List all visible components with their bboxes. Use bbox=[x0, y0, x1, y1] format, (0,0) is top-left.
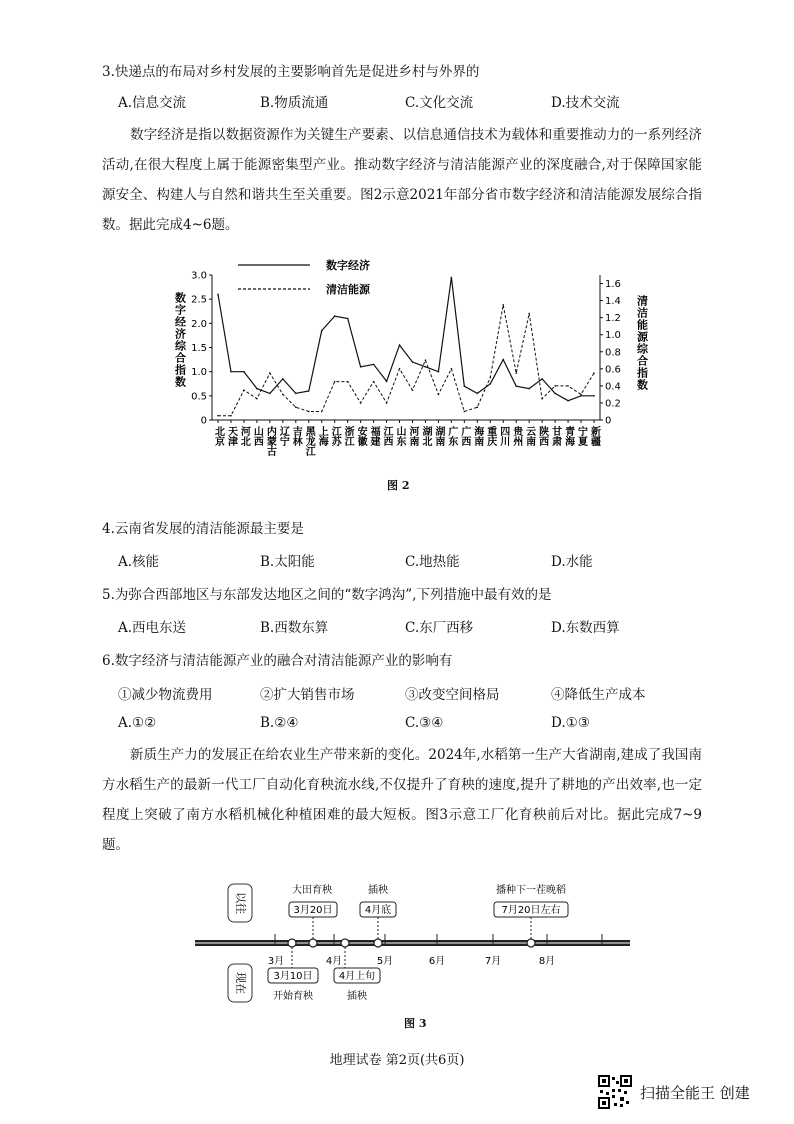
q6-item-4: ④降低生产成本 bbox=[551, 687, 646, 703]
x-category-label: 内蒙古 bbox=[264, 426, 276, 456]
now-event-1-title: 开始育秧 bbox=[273, 991, 313, 1002]
series-1-point bbox=[217, 294, 219, 296]
series-1-point bbox=[230, 371, 232, 373]
past-event-2-title: 插秧 bbox=[368, 885, 388, 896]
series-2-point bbox=[256, 398, 258, 400]
y-left-axis-label: 数字经济综合指数 bbox=[173, 292, 187, 388]
y-right-tick-label: 1.2 bbox=[605, 313, 621, 325]
month-label-4: 4月 bbox=[325, 956, 343, 967]
y-left-tick-label: 2.5 bbox=[191, 294, 207, 306]
series-line-1 bbox=[218, 277, 594, 400]
q4-stem: 4.云南省发展的清洁能源最主要是 bbox=[102, 521, 304, 537]
x-category-label: 陕西 bbox=[536, 426, 548, 446]
figure-2-chart bbox=[160, 250, 650, 460]
x-category-label: 新疆 bbox=[588, 426, 600, 446]
x-category-label: 河南 bbox=[406, 426, 418, 446]
past-event-3-title: 播种下一茬晚稻 bbox=[496, 885, 566, 896]
x-category-label: 北京 bbox=[212, 426, 224, 446]
now-event-2-title: 插秧 bbox=[347, 991, 367, 1002]
series-1-point bbox=[295, 393, 297, 395]
q3-option-d: D.技术交流 bbox=[551, 95, 620, 111]
y-left-tick-label: 3.0 bbox=[191, 270, 207, 282]
series-2-point bbox=[269, 372, 271, 374]
series-1-point bbox=[593, 395, 595, 397]
past-marker-1 bbox=[309, 939, 317, 947]
q6-option-a: A.①② bbox=[118, 715, 157, 731]
series-2-point bbox=[489, 377, 491, 379]
series-1-point bbox=[399, 344, 401, 346]
page-footer: 地理试卷 第2页(共6页) bbox=[329, 1053, 465, 1068]
past-event-1-title: 大田育秧 bbox=[292, 885, 332, 896]
y-right-tick-label: 0 bbox=[605, 415, 612, 427]
x-category-label: 宁夏 bbox=[575, 426, 587, 446]
y-left-tick-label: 2.0 bbox=[191, 318, 207, 330]
series-2-point bbox=[386, 402, 388, 404]
x-category-label: 四川 bbox=[497, 426, 509, 446]
x-category-label: 湖北 bbox=[419, 426, 431, 446]
series-2-point bbox=[308, 411, 310, 413]
y-right-tick-label: 0.2 bbox=[605, 398, 621, 410]
month-label-8: 8月 bbox=[538, 956, 556, 967]
month-label-6: 6月 bbox=[428, 956, 446, 967]
figure-2-caption: 图 2 bbox=[387, 479, 410, 492]
q4-option-d: D.水能 bbox=[551, 554, 593, 570]
legend-label-1: 数字经济 bbox=[326, 259, 370, 272]
q6-stem: 6.数字经济与清洁能源产业的融合对清洁能源产业的影响有 bbox=[102, 653, 453, 669]
series-1-point bbox=[502, 359, 504, 361]
series-2-point bbox=[321, 411, 323, 413]
legend-label-2: 清洁能源 bbox=[326, 283, 370, 296]
series-2-point bbox=[580, 394, 582, 396]
series-1-point bbox=[580, 395, 582, 397]
series-2-point bbox=[515, 372, 517, 374]
q5-option-b: B.西数东算 bbox=[260, 620, 329, 636]
x-category-label: 重庆 bbox=[484, 426, 496, 446]
q3-option-a: A.信息交流 bbox=[118, 95, 187, 111]
y-left-tick-label: 1.0 bbox=[191, 367, 207, 379]
series-2-point bbox=[347, 381, 349, 383]
passage-2-text: 新质生产力的发展正在给农业生产带来新的变化。2024年,水稻第一生产大省湖南,建成了我国南方水稻生产的最新一代工厂自动化育秧流水线,不仅提升了育秧的速度,提升了耕地的产出效率,也一定程度上突破了南方水稻机械化种植困难的最大短板。图3示意工厂化育秧前后对比。据此完成7~9题。 bbox=[102, 747, 702, 853]
series-2-point bbox=[502, 304, 504, 306]
y-right-axis-label: 清洁能源综合指数 bbox=[635, 295, 649, 391]
q6-option-c: C.③④ bbox=[405, 715, 444, 731]
x-category-label: 天津 bbox=[225, 426, 237, 446]
x-category-label: 江苏 bbox=[329, 426, 341, 446]
past-event-3-date: 7月20日左右 bbox=[501, 905, 561, 916]
now-marker-2 bbox=[341, 939, 349, 947]
scanner-brand: 扫描全能王 创建 bbox=[640, 1084, 750, 1102]
series-2-point bbox=[477, 406, 479, 408]
past-marker-3 bbox=[527, 939, 535, 947]
x-category-label: 海南 bbox=[471, 426, 483, 446]
q4-option-b: B.太阳能 bbox=[260, 554, 315, 570]
series-1-point bbox=[425, 366, 427, 368]
q6-item-1: ①减少物流费用 bbox=[118, 687, 213, 703]
q5-option-a: A.西电东送 bbox=[118, 620, 187, 636]
x-category-label: 上海 bbox=[316, 426, 328, 446]
y-right-tick-label: 0.6 bbox=[605, 364, 621, 376]
month-label-3: 3月 bbox=[267, 956, 285, 967]
series-1-point bbox=[451, 277, 453, 279]
x-category-label: 湖南 bbox=[432, 426, 444, 446]
passage-1 bbox=[102, 120, 702, 240]
x-category-label: 山西 bbox=[251, 426, 263, 446]
series-2-point bbox=[425, 359, 427, 361]
q3-option-c: C.文化交流 bbox=[405, 95, 474, 111]
series-1-point bbox=[489, 383, 491, 385]
x-category-label: 山东 bbox=[394, 426, 406, 446]
q6-item-3: ③改变空间格局 bbox=[405, 687, 500, 703]
series-2-point bbox=[373, 381, 375, 383]
y-right-tick-label: 1.6 bbox=[605, 279, 621, 291]
series-1-point bbox=[541, 378, 543, 380]
series-2-point bbox=[464, 411, 466, 413]
now-marker-1 bbox=[288, 939, 296, 947]
series-1-point bbox=[464, 385, 466, 387]
series-line-2 bbox=[218, 305, 594, 416]
series-2-point bbox=[593, 372, 595, 374]
series-1-point bbox=[515, 385, 517, 387]
series-2-point bbox=[541, 398, 543, 400]
series-1-point bbox=[360, 366, 362, 368]
y-left-tick-label: 0 bbox=[200, 415, 207, 427]
series-2-point bbox=[438, 394, 440, 396]
q4-option-c: C.地热能 bbox=[405, 554, 460, 570]
x-category-label: 辽宁 bbox=[277, 426, 289, 446]
series-1-point bbox=[528, 388, 530, 390]
series-2-point bbox=[412, 389, 414, 391]
x-category-label: 广西 bbox=[458, 426, 470, 446]
series-2-point bbox=[217, 415, 219, 417]
y-left-tick-label: 0.5 bbox=[191, 391, 207, 403]
passage-1-text: 数字经济是指以数据资源作为关键生产要素、以信息通信技术为载体和重要推动力的一系列经济活动,在很大程度上属于能源密集型产业。推动数字经济与清洁能源产业的深度融合,对于保障国家能源安全、构建人与自然和谐共生至关重要。图2示意2021年部分省市数字经济和清洁能源发展综合指数。据此完成4~6题。 bbox=[102, 127, 702, 233]
x-category-label: 黑龙江 bbox=[303, 426, 315, 456]
passage-2 bbox=[102, 740, 702, 860]
series-2-point bbox=[554, 385, 556, 387]
y-right-tick-label: 0.8 bbox=[605, 347, 621, 359]
now-label: 现在 bbox=[234, 972, 247, 994]
figure-3-timeline bbox=[190, 872, 635, 1012]
month-label-5: 5月 bbox=[376, 956, 394, 967]
series-2-point bbox=[230, 415, 232, 417]
q5-stem: 5.为弥合西部地区与东部发达地区之间的“数字鸿沟”,下列措施中最有效的是 bbox=[102, 587, 552, 603]
series-1-point bbox=[438, 371, 440, 373]
x-category-label: 甘肃 bbox=[549, 426, 561, 446]
series-2-point bbox=[528, 313, 530, 315]
q5-option-c: C.东厂西移 bbox=[405, 620, 474, 636]
series-1-point bbox=[554, 393, 556, 395]
series-2-point bbox=[243, 389, 245, 391]
past-event-1-date: 3月20日 bbox=[293, 905, 333, 916]
now-event-2-date: 4月上旬 bbox=[338, 971, 376, 982]
q6-item-2: ②扩大销售市场 bbox=[260, 687, 355, 703]
x-category-label: 浙江 bbox=[342, 426, 354, 446]
q5-option-d: D.东数西算 bbox=[551, 620, 620, 636]
series-1-point bbox=[412, 361, 414, 363]
y-right-tick-label: 1.4 bbox=[605, 296, 621, 308]
x-category-label: 福建 bbox=[368, 426, 380, 446]
x-category-label: 河北 bbox=[238, 426, 250, 446]
q3-stem: 3.快递点的布局对乡村发展的主要影响首先是促进乡村与外界的 bbox=[102, 64, 480, 80]
series-2-point bbox=[399, 368, 401, 370]
x-category-label: 云南 bbox=[523, 426, 535, 446]
y-left-tick-label: 1.5 bbox=[191, 343, 207, 354]
x-category-label: 广东 bbox=[445, 426, 457, 446]
q3-option-b: B.物质流通 bbox=[260, 95, 329, 111]
series-1-point bbox=[269, 393, 271, 395]
series-1-point bbox=[567, 400, 569, 402]
y-right-tick-label: 1.0 bbox=[605, 330, 621, 342]
series-1-point bbox=[256, 388, 258, 390]
x-category-label: 贵州 bbox=[510, 426, 522, 446]
now-event-1-date: 3月10日 bbox=[273, 971, 313, 982]
series-2-point bbox=[295, 406, 297, 408]
qr-code-icon bbox=[598, 1075, 632, 1109]
series-2-point bbox=[334, 381, 336, 383]
series-1-point bbox=[282, 378, 284, 380]
x-category-label: 青海 bbox=[562, 426, 574, 446]
q4-option-a: A.核能 bbox=[118, 554, 160, 570]
series-1-point bbox=[308, 390, 310, 392]
series-2-point bbox=[451, 368, 453, 370]
series-1-point bbox=[386, 381, 388, 383]
y-right-tick-label: 0.4 bbox=[605, 381, 621, 393]
series-2-point bbox=[360, 402, 362, 404]
x-category-label: 安徽 bbox=[355, 426, 367, 446]
series-1-point bbox=[373, 364, 375, 366]
series-1-point bbox=[477, 393, 479, 395]
x-category-label: 江西 bbox=[381, 426, 393, 446]
series-1-point bbox=[334, 315, 336, 317]
series-1-point bbox=[321, 330, 323, 332]
x-category-label: 吉林 bbox=[290, 426, 302, 446]
month-label-7: 7月 bbox=[484, 956, 502, 967]
figure-3-caption: 图 3 bbox=[404, 1017, 427, 1030]
q6-option-d: D.①③ bbox=[551, 715, 590, 731]
past-event-2-date: 4月底 bbox=[364, 905, 392, 916]
series-1-point bbox=[243, 371, 245, 373]
past-marker-2 bbox=[374, 939, 382, 947]
series-2-point bbox=[282, 394, 284, 396]
past-label: 以往 bbox=[234, 892, 247, 914]
q6-option-b: B.②④ bbox=[260, 715, 299, 731]
series-1-point bbox=[347, 318, 349, 320]
series-2-point bbox=[567, 385, 569, 387]
